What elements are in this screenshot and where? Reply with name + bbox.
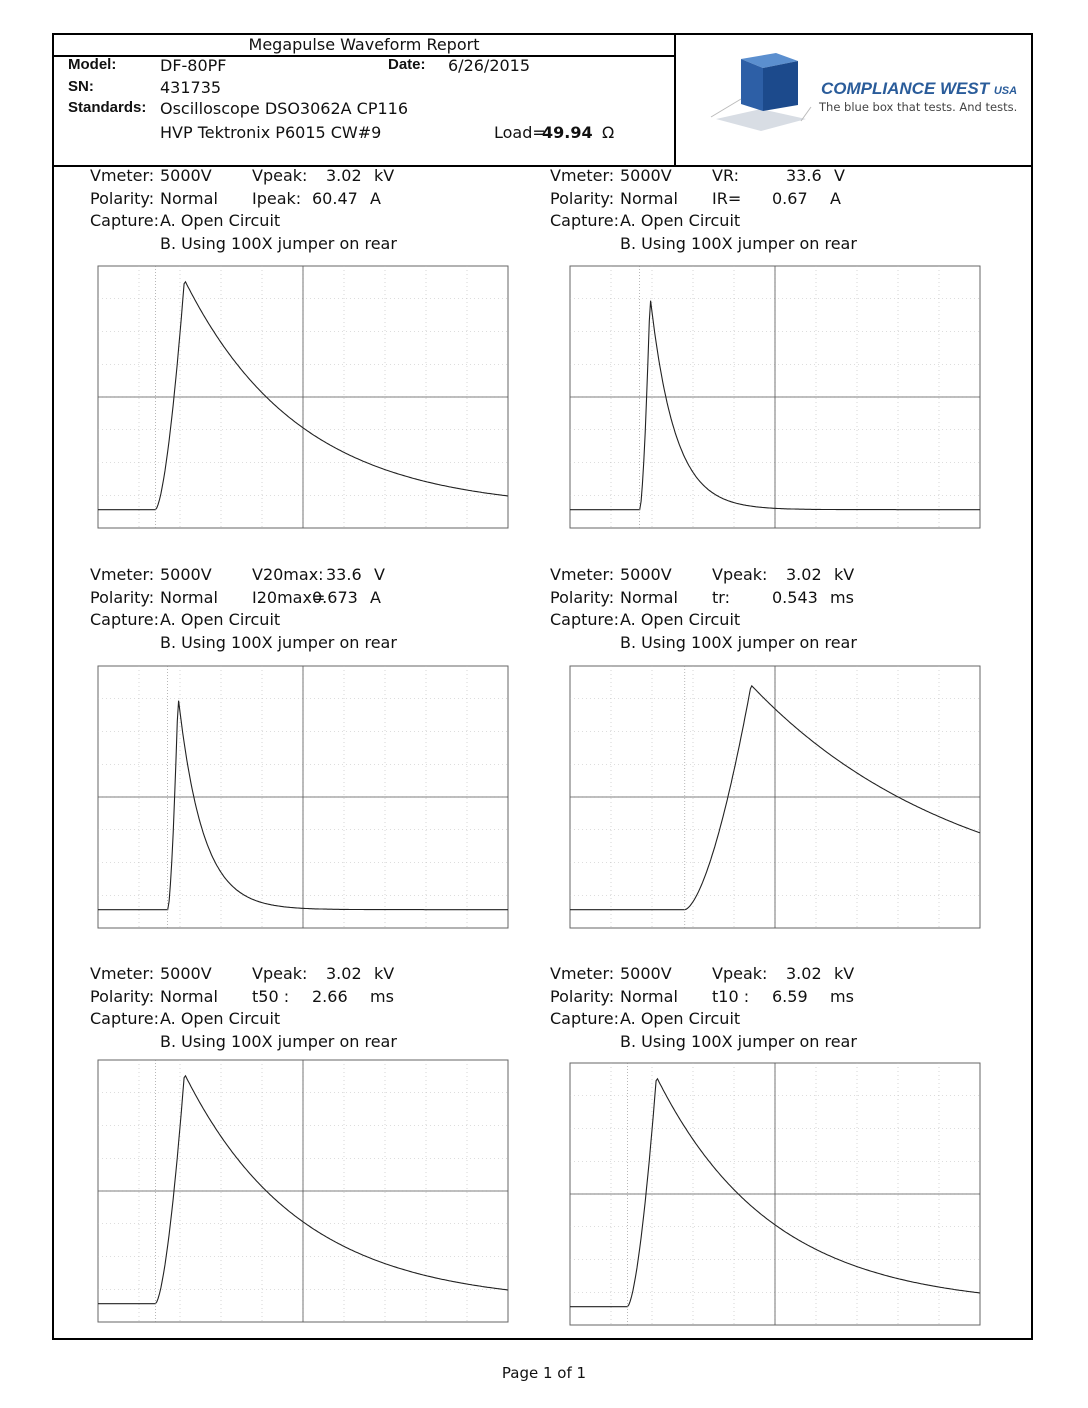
measure-1-value: 3.02 — [786, 565, 822, 584]
panel-5-readings — [90, 963, 530, 1053]
measure-2-value: 0.543 — [772, 587, 818, 607]
header-info — [54, 35, 676, 167]
vmeter-value: 5000V — [160, 565, 212, 584]
capture-b: B. Using 100X jumper on rear — [160, 1031, 397, 1051]
brand-name: COMPLIANCE WEST USA — [821, 79, 1018, 98]
load-value: 49.94 — [542, 123, 593, 142]
measure-1-value: 3.02 — [326, 166, 362, 185]
measure-1-unit: V — [834, 166, 845, 185]
brand-tagline: The blue box that tests. And tests. — [819, 100, 1018, 114]
panel-4-readings — [550, 564, 990, 654]
polarity-value: Normal — [620, 986, 678, 1006]
vmeter-value: 5000V — [620, 565, 672, 584]
vmeter-label: Vmeter: — [90, 166, 155, 185]
panel-2-readings — [550, 165, 990, 255]
capture-a: A. Open Circuit — [620, 610, 741, 629]
measure-1-label: Vpeak: — [712, 964, 768, 983]
measure-1-value: 3.02 — [786, 964, 822, 983]
measure-1-value: 33.6 — [326, 565, 362, 584]
blue-box-icon — [706, 49, 816, 139]
measure-2-unit: A — [370, 188, 381, 208]
measure-1-label: Vpeak: — [252, 166, 308, 185]
polarity-label: Polarity: — [90, 986, 155, 1006]
measure-2-value: 0.673 — [312, 587, 358, 607]
measure-2-label: t10 : — [712, 986, 750, 1006]
measure-1-label: Vpeak: — [252, 964, 308, 983]
capture-a: A. Open Circuit — [160, 610, 281, 629]
sn-label: SN: — [68, 78, 94, 95]
measure-1-value: 33.6 — [786, 166, 822, 185]
standards-label: Standards: — [68, 99, 147, 116]
panel-1-readings — [90, 165, 530, 255]
capture-b: B. Using 100X jumper on rear — [160, 233, 397, 253]
measure-2-value: 2.66 — [312, 986, 348, 1006]
measure-2-unit: A — [830, 188, 841, 208]
panel-3-readings — [90, 564, 530, 654]
vmeter-value: 5000V — [160, 166, 212, 185]
capture-b: B. Using 100X jumper on rear — [620, 632, 857, 652]
company-logo — [706, 49, 1018, 145]
oscilloscope-capture-4 — [565, 658, 983, 948]
measure-1-unit: kV — [834, 964, 855, 983]
vmeter-label: Vmeter: — [90, 565, 155, 584]
measure-2-label: Ipeak: — [252, 188, 302, 208]
capture-label: Capture: — [90, 1009, 160, 1028]
measure-2-value: 0.67 — [772, 188, 808, 208]
oscilloscope-capture-3 — [93, 658, 511, 948]
measure-2-unit: ms — [370, 986, 394, 1006]
date-label: Date: — [388, 56, 426, 73]
polarity-value: Normal — [160, 188, 218, 208]
polarity-label: Polarity: — [550, 986, 615, 1006]
load-unit: Ω — [602, 123, 615, 142]
vmeter-label: Vmeter: — [550, 166, 615, 185]
measure-2-label: IR= — [712, 188, 742, 208]
measure-2-label: I20max= — [252, 587, 326, 607]
capture-b: B. Using 100X jumper on rear — [620, 1031, 857, 1051]
polarity-value: Normal — [620, 188, 678, 208]
capture-b: B. Using 100X jumper on rear — [160, 632, 397, 652]
measure-2-label: tr: — [712, 587, 730, 607]
model-value: DF-80PF — [160, 56, 227, 75]
capture-label: Capture: — [550, 1009, 620, 1028]
measure-1-label: VR: — [712, 166, 739, 185]
report-title: Megapulse Waveform Report — [54, 35, 674, 57]
vmeter-label: Vmeter: — [90, 964, 155, 983]
date-value: 6/26/2015 — [448, 56, 531, 75]
measure-2-unit: A — [370, 587, 381, 607]
page-footer: Page 1 of 1 — [501, 1364, 587, 1382]
panel-6-readings — [550, 963, 990, 1053]
measure-2-unit: ms — [830, 986, 854, 1006]
measure-1-value: 3.02 — [326, 964, 362, 983]
polarity-label: Polarity: — [550, 587, 615, 607]
measure-1-label: V20max: — [252, 565, 324, 584]
polarity-label: Polarity: — [90, 587, 155, 607]
measure-2-label: t50 : — [252, 986, 290, 1006]
measure-2-value: 6.59 — [772, 986, 808, 1006]
standard-2: HVP Tektronix P6015 CW#9 — [160, 123, 382, 142]
polarity-value: Normal — [160, 986, 218, 1006]
model-label: Model: — [68, 56, 117, 73]
logo-area — [676, 35, 1031, 167]
oscilloscope-capture-6 — [565, 1055, 983, 1345]
measure-1-unit: kV — [374, 964, 395, 983]
capture-a: A. Open Circuit — [620, 211, 741, 230]
oscilloscope-capture-5 — [93, 1052, 511, 1342]
vmeter-label: Vmeter: — [550, 964, 615, 983]
capture-label: Capture: — [550, 211, 620, 230]
polarity-label: Polarity: — [90, 188, 155, 208]
polarity-label: Polarity: — [550, 188, 615, 208]
vmeter-value: 5000V — [160, 964, 212, 983]
capture-label: Capture: — [550, 610, 620, 629]
vmeter-label: Vmeter: — [550, 565, 615, 584]
polarity-value: Normal — [160, 587, 218, 607]
capture-a: A. Open Circuit — [620, 1009, 741, 1028]
measure-2-value: 60.47 — [312, 188, 358, 208]
oscilloscope-capture-1 — [93, 258, 511, 548]
sn-value: 431735 — [160, 78, 222, 97]
oscilloscope-capture-2 — [565, 258, 983, 548]
capture-a: A. Open Circuit — [160, 1009, 281, 1028]
polarity-value: Normal — [620, 587, 678, 607]
measure-1-unit: V — [374, 565, 385, 584]
measure-1-unit: kV — [374, 166, 395, 185]
measure-2-unit: ms — [830, 587, 854, 607]
measure-1-unit: kV — [834, 565, 855, 584]
standard-1: Oscilloscope DSO3062A CP116 — [160, 99, 409, 118]
measure-1-label: Vpeak: — [712, 565, 768, 584]
capture-a: A. Open Circuit — [160, 211, 281, 230]
capture-label: Capture: — [90, 610, 160, 629]
capture-b: B. Using 100X jumper on rear — [620, 233, 857, 253]
vmeter-value: 5000V — [620, 166, 672, 185]
load-label: Load= — [494, 123, 546, 142]
capture-label: Capture: — [90, 211, 160, 230]
vmeter-value: 5000V — [620, 964, 672, 983]
